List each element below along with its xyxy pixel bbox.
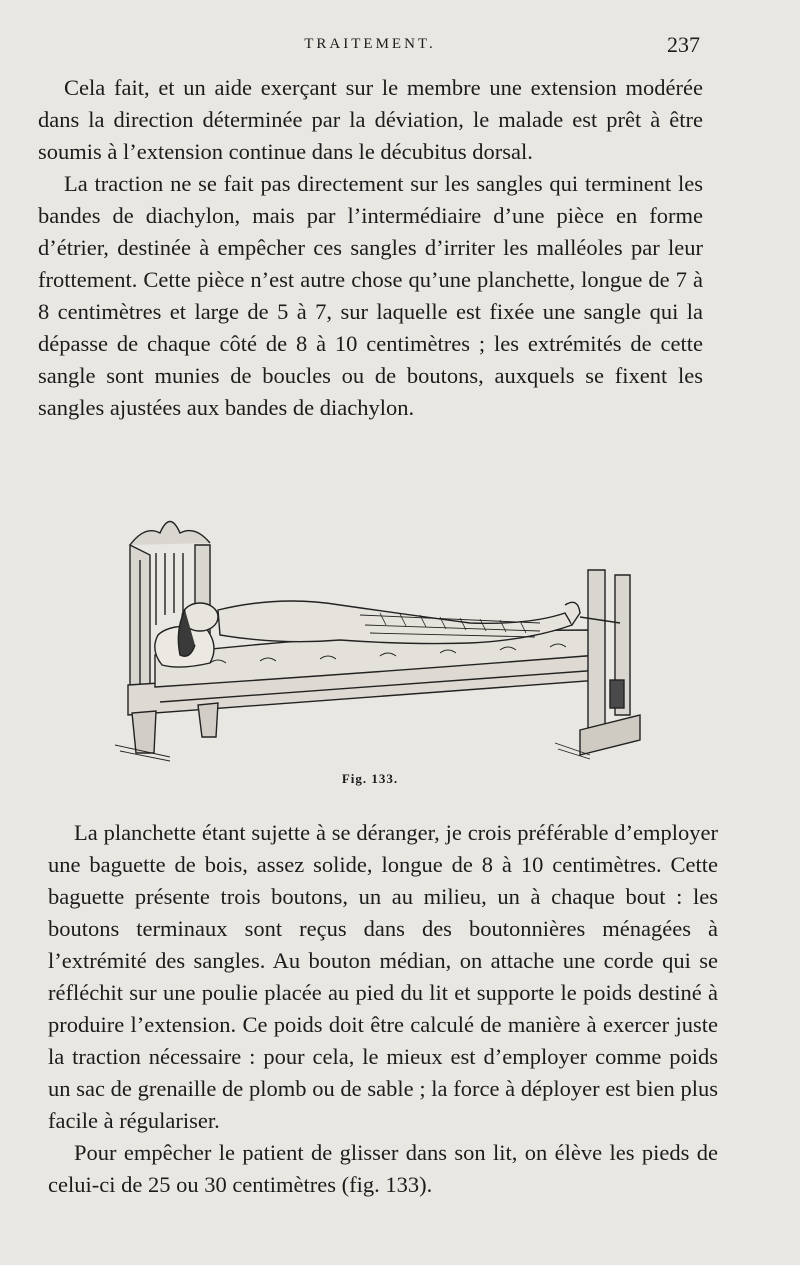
bed-leg-middle (198, 703, 218, 737)
running-head: TRAITEMENT. (304, 36, 436, 52)
paragraph: La traction ne se fait pas directement sur les sangles qui terminent les bandes de diachylon, mais par l’intermédiaire d’une pièce en forme d’étrier, destinée à empêcher ces sangles d’irriter les malléoles par leur frottement. Cette pièce n’est autre chose qu’une planchette, longue de 7 à 8 centimètres et large de 5 à 7, sur laquelle est fixée une sangle qui la dépasse de chaque côté de 8 à 10 centimètres ; les extrémités de cette sangle sont munies de boucles ou de boutons, auxquels se fixent les sangles ajustées aux bandes de diachylon. (38, 171, 703, 420)
bed-engraving (110, 505, 655, 775)
figure-bed-illustration (110, 505, 655, 775)
traction-weight (610, 680, 624, 708)
paragraph: La planchette étant sujette à se déranger, je crois préférable d’employer une baguette de bois, assez solide, longue de 8 à 10 centimètres. Cette baguette présente trois boutons, un au milieu, un à chaque bout : les boutons terminaux sont reçus dans des boutonnières ménagées à l’extrémité des sangles. Au bouton médian, on attache une corde qui se réfléchit sur une poulie placée au pied du lit et supporte le poids destiné à produire l’extension. Ce poids doit être calculé de manière à exercer juste la traction nécessaire : pour cela, le mieux est d’employer comme poids un sac de grenaille de plomb ou de sable ; la force à déployer est bien plus facile à régulariser. (48, 820, 718, 1133)
page-header (0, 32, 800, 60)
paragraph: Pour empêcher le patient de glisser dans son lit, on élève les pieds de celui-ci de 25 ou 30 centimètres (fig. 133). (48, 1140, 718, 1197)
text-block-top (38, 72, 703, 424)
headboard-crest (130, 522, 210, 546)
text-block-bottom (48, 817, 718, 1201)
figure-caption: Fig. 133. (341, 771, 399, 786)
footboard-post (588, 570, 605, 730)
page-number: 237 (667, 32, 700, 57)
paragraph: Cela fait, et un aide exerçant sur le membre une extension modérée dans la direction déterminée par la déviation, le malade est prêt à être soumis à l’extension continue dans le décubitus dorsal. (38, 75, 703, 164)
bed-leg-left (132, 711, 156, 753)
